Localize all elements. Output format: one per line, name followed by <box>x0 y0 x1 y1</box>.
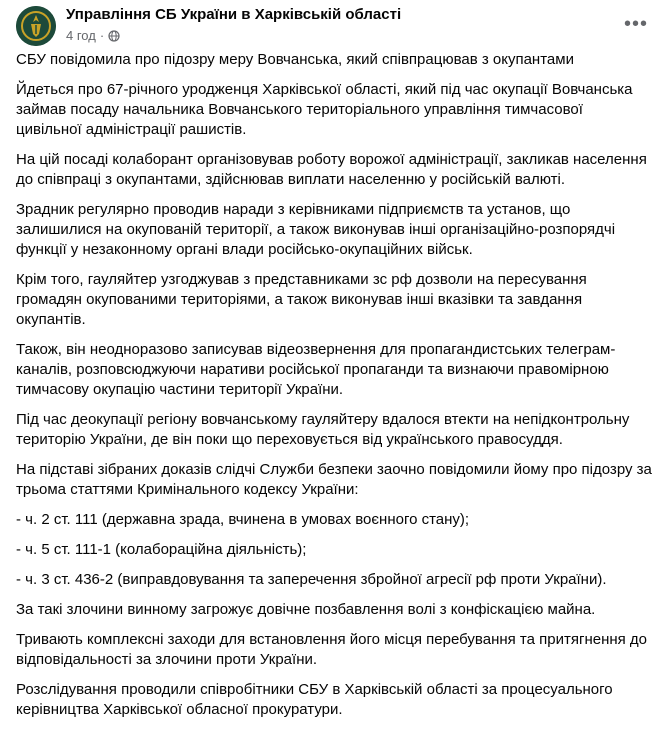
more-options-button[interactable] <box>620 8 652 40</box>
more-horizontal-icon: ••• <box>623 12 648 35</box>
post-paragraph: Йдеться про 67-річного уродженця Харківської області, який під час окупації Вовчанська займав посаду начальника Вовчанського територіального управління тимчасової цивільної адміністрації рашистів. <box>16 81 633 138</box>
meta-separator: · <box>99 28 105 43</box>
page-name-link[interactable]: Управління СБ України в Харківській області <box>66 6 402 23</box>
post-paragraph: За такі злочини винному загрожує довічне позбавлення волі з конфіскацією майна. <box>16 601 596 618</box>
post-list-item: - ч. 2 ст. 111 (державна зрада, вчинена в умовах воєнного стану); <box>16 511 470 528</box>
post-header <box>12 4 652 48</box>
post-paragraph: Крім того, гауляйтер узгоджував з представниками зс рф дозволи на пересування громадян окупованими територіями, а також виконував інші вказівки та завдання окупантів. <box>16 271 587 328</box>
post-paragraph: Під час деокупації регіону вовчанському гауляйтеру вдалося втекти на непідконтрольну територію України, де він поки що переховується від українського правосуддя. <box>16 411 630 448</box>
post-meta <box>66 28 120 43</box>
post-paragraph: Тривають комплексні заходи для встановлення його місця перебування та притягнення до відповідальності за злочини проти України. <box>16 631 648 668</box>
post-paragraph: Розслідування проводили співробітники СБУ в Харківській області за процесуального керівництва Харківської обласної прокуратури. <box>16 681 613 718</box>
post-paragraph: СБУ повідомила про підозру меру Вовчанська, який співпрацював з окупантами <box>16 51 574 68</box>
globe-icon[interactable] <box>108 30 120 42</box>
post-list-item: - ч. 3 ст. 436-2 (виправдовування та заперечення збройної агресії рф проти України). <box>16 571 607 588</box>
post-paragraph: Зрадник регулярно проводив наради з керівниками підприємств та установ, що залишилися на окупованій території, а також виконував інші організаційно-розпорядчі функції у незаконному органі влади російсько-окупаційних військ. <box>16 201 616 258</box>
post-paragraph: Також, він неодноразово записував відеозвернення для пропагандистських телеграм-каналів, розповсюджуючи наративи російської пропаганди та визнаючи правомірною тимчасову окупацію частини території України. <box>16 341 616 398</box>
sbu-emblem-icon <box>16 6 56 46</box>
post-timestamp[interactable]: 4 год <box>66 28 96 43</box>
post-paragraph: На підставі зібраних доказів слідчі Служби безпеки заочно повідомили йому про підозру за трьома статтями Кримінального кодексу України: <box>16 461 652 498</box>
post-list-item: - ч. 5 ст. 111-1 (колабораційна діяльність); <box>16 541 307 558</box>
post-paragraph: На цій посаді колаборант організовував роботу ворожої адміністрації, закликав населення до співпраці з окупантами, здійснював виплати населенню у російській валюті. <box>16 151 647 188</box>
post-body <box>16 50 652 730</box>
avatar[interactable] <box>16 6 56 46</box>
